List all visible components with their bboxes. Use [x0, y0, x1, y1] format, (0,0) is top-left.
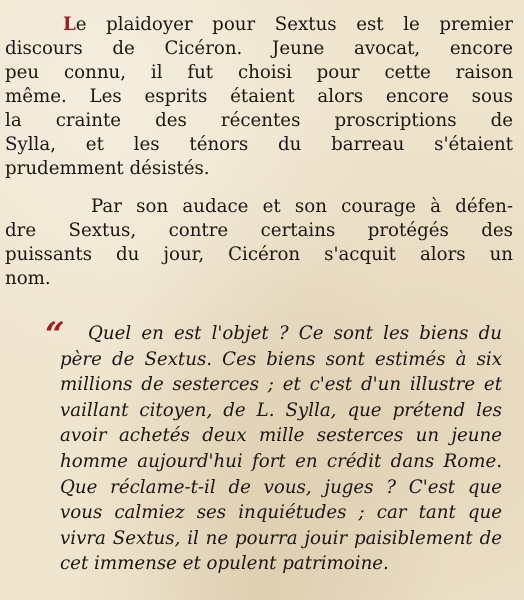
- text-line: même. Les esprits étaient alors encore sous: [5, 86, 513, 107]
- quote-line: cet immense et opulent patrimoine.: [60, 553, 389, 575]
- text-line-content: e plaidoyer pour Sextus est le premier: [75, 14, 513, 35]
- quote-line: père de Sextus. Ces biens sont estimés à six: [60, 348, 502, 370]
- text-line: [63, 13, 513, 37]
- quote-line: vivra Sextus, il ne pourra jouir paisiblement de: [60, 527, 502, 549]
- quote-line: Quel en est l'objet ? Ce sont les biens du: [88, 323, 502, 344]
- cicero-quote: [0, 321, 502, 577]
- text-line: dre Sextus, contre certains protégés des: [5, 220, 513, 241]
- text-line: discours de Cicéron. Jeune avocat, encore: [5, 38, 513, 59]
- quote-line: avoir achetés deux mille sesterces un jeune: [60, 425, 502, 447]
- text-line: peu connu, il fut choisi pour cette raison: [5, 62, 513, 83]
- intro-paragraph: [0, 13, 513, 181]
- quote-line: vaillant citoyen, de L. Sylla, que prétend les: [60, 399, 502, 421]
- text-line: la crainte des récentes proscriptions de: [5, 110, 513, 131]
- quote-line: millions de sesterces ; et c'est d'un illustre et: [60, 374, 502, 396]
- text-line: nom.: [5, 268, 51, 289]
- quote-line: Que réclame-t-il de vous, juges ? C'est que: [60, 476, 502, 498]
- text-line: Par son audace et son courage à défen-: [91, 196, 513, 217]
- quote-line: homme aujourd'hui fort en crédit dans Rome.: [60, 450, 502, 472]
- text-line: puissants du jour, Cicéron s'acquit alors un: [5, 244, 513, 265]
- second-paragraph: [0, 195, 513, 291]
- quote-line: vous calmiez ses inquiétudes ; car tant que: [60, 502, 502, 524]
- text-line: prudemment désistés.: [5, 158, 210, 179]
- text-line: Sylla, et les ténors du barreau s'étaient: [5, 134, 513, 155]
- drop-initial: L: [63, 14, 76, 35]
- quote-mark-icon: “: [45, 315, 65, 355]
